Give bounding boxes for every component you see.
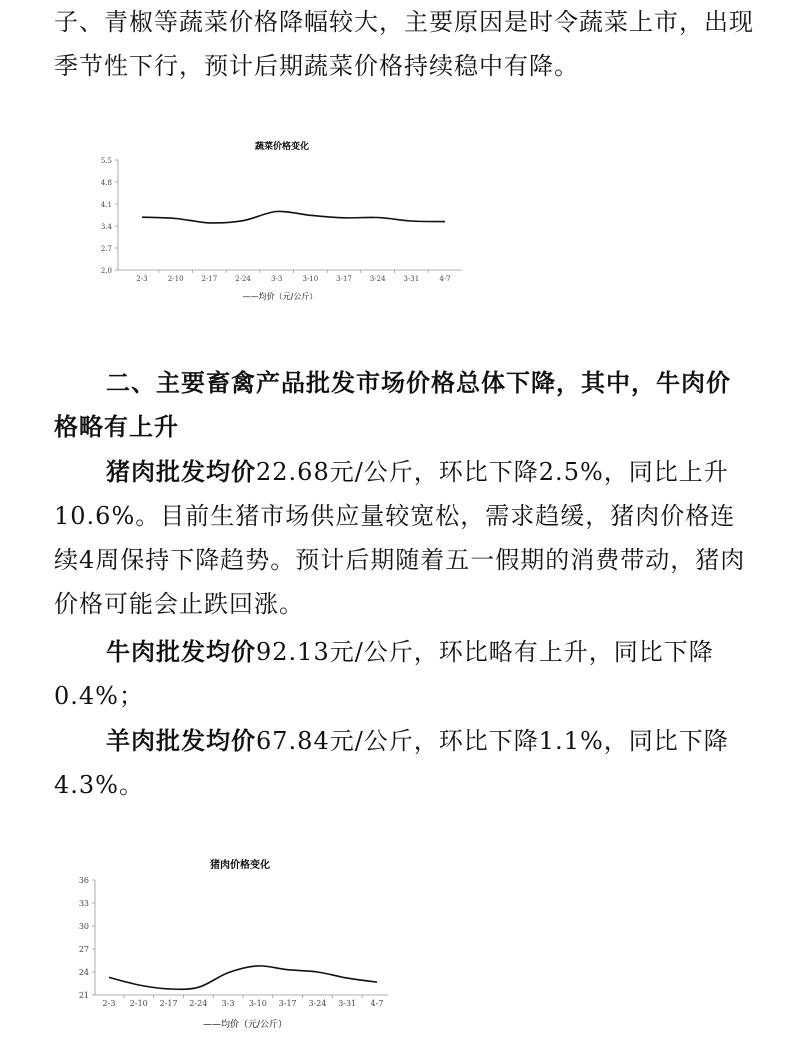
x-tick-label: 3-17 bbox=[278, 999, 297, 1008]
vegetable-text: 子、青椒等蔬菜价格降幅较大，主要原因是时令蔬菜上市，出现季节性下行，预计后期蔬菜价格持续稳中有降。 bbox=[54, 8, 754, 80]
beef-paragraph bbox=[54, 630, 754, 718]
y-tick-label: 33 bbox=[78, 899, 89, 908]
vegetable-price-chart bbox=[90, 132, 490, 307]
x-tick-label: 2-3 bbox=[136, 275, 148, 283]
series-line-avg-price bbox=[109, 966, 377, 989]
lamb-paragraph bbox=[54, 719, 754, 807]
beef-text: 92.13元/公斤，环比略有上升，同比下降0.4%； bbox=[54, 638, 714, 710]
y-tick-label: 24 bbox=[78, 968, 89, 977]
y-tick-label: 2.0 bbox=[100, 267, 112, 275]
x-tick-label: 4-7 bbox=[439, 275, 451, 283]
y-axis-ticks bbox=[92, 880, 95, 995]
y-tick-label: 3.4 bbox=[100, 223, 112, 231]
pork-price-chart bbox=[60, 850, 405, 1040]
y-tick-label: 21 bbox=[78, 991, 89, 1000]
chart-axes bbox=[118, 160, 462, 270]
x-tick-label: 4-7 bbox=[370, 999, 384, 1008]
x-tick-label: 2-24 bbox=[189, 999, 208, 1008]
lamb-label: 羊肉批发均价 bbox=[106, 727, 256, 755]
x-tick-label: 3-10 bbox=[248, 999, 267, 1008]
lamb-text: 67.84元/公斤，环比下降1.1%，同比下降4.3%。 bbox=[54, 727, 729, 799]
x-tick-label: 2-17 bbox=[201, 275, 218, 283]
y-tick-label: 4.8 bbox=[100, 179, 112, 187]
y-tick-labels bbox=[101, 157, 113, 275]
y-tick-label: 2.7 bbox=[100, 245, 112, 253]
pork-label: 猪肉批发均价 bbox=[106, 458, 256, 486]
x-tick-label: 3-31 bbox=[338, 999, 357, 1008]
y-tick-label: 5.5 bbox=[100, 157, 112, 165]
chart-title: 蔬菜价格变化 bbox=[254, 142, 310, 152]
pork-paragraph bbox=[54, 450, 754, 626]
x-tick-label: 3-24 bbox=[369, 275, 386, 283]
x-tick-label: 2-10 bbox=[129, 999, 148, 1008]
section-heading-livestock bbox=[54, 361, 754, 449]
x-tick-label: 3-10 bbox=[302, 275, 319, 283]
pork-text: 22.68元/公斤，环比下降2.5%，同比上升10.6%。目前生猪市场供应量较宽松，需求趋缓，猪肉价格连续4周保持下降趋势。预计后期随着五一假期的消费带动，猪肉价格可能会止跌回涨。 bbox=[54, 458, 746, 618]
y-tick-label: 27 bbox=[78, 945, 89, 954]
series-line-avg-price bbox=[142, 211, 445, 223]
y-tick-label: 36 bbox=[78, 876, 89, 885]
x-tick-label: 3-3 bbox=[271, 275, 283, 283]
x-tick-label: 2-17 bbox=[159, 999, 178, 1008]
vegetable-paragraph-tail bbox=[54, 0, 754, 88]
y-tick-labels bbox=[79, 876, 89, 1000]
y-axis-ticks bbox=[115, 160, 118, 270]
heading-text: 二、主要畜禽产品批发市场价格总体下降，其中，牛肉价格略有上升 bbox=[54, 369, 731, 441]
x-tick-label: 2-24 bbox=[235, 275, 251, 283]
x-tick-labels bbox=[136, 270, 450, 283]
x-tick-label: 3-24 bbox=[308, 999, 327, 1008]
x-tick-label: 2-10 bbox=[167, 275, 184, 283]
x-tick-labels bbox=[103, 995, 384, 1008]
x-tick-label: 3-3 bbox=[221, 999, 235, 1008]
y-tick-label: 4.1 bbox=[100, 201, 112, 209]
x-tick-label: 3-17 bbox=[336, 275, 352, 283]
chart-legend: ——均价（元/公斤） bbox=[202, 1020, 288, 1030]
x-tick-label: 2-3 bbox=[102, 999, 116, 1008]
x-tick-label: 3-31 bbox=[403, 275, 420, 283]
chart-title: 猪肉价格变化 bbox=[210, 860, 270, 871]
chart-legend: ——均价（元/公斤） bbox=[242, 292, 318, 301]
beef-label: 牛肉批发均价 bbox=[106, 638, 256, 666]
y-tick-label: 30 bbox=[78, 922, 89, 931]
